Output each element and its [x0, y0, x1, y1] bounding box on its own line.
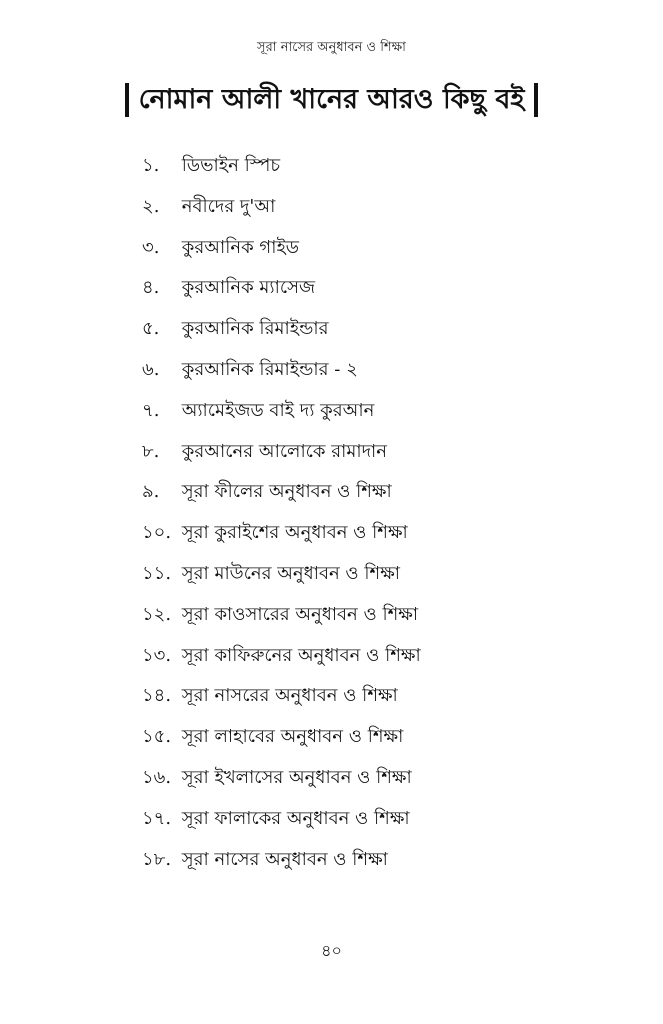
list-item-title: সূরা মাউনের অনুধাবন ও শিক্ষা: [181, 562, 400, 584]
list-item-title: সূরা নাসরের অনুধাবন ও শিক্ষা: [181, 685, 398, 707]
running-header: সূরা নাসের অনুধাবন ও শিক্ষা: [257, 40, 406, 55]
list-item-number: ১৩.: [142, 644, 172, 666]
list-item-number: ১০.: [142, 522, 172, 544]
list-item-title: কুরআনের আলোকে রামাদান: [181, 440, 387, 462]
list-item-title: অ্যামেইজড বাই দ্য কুরআন: [181, 399, 375, 421]
page-number: ৪০: [321, 941, 342, 960]
list-item-number: ৮.: [142, 440, 160, 462]
list-item-title: কুরআনিক গাইড: [181, 236, 300, 258]
page-title: [0, 80, 663, 120]
list-item-number: ১৮.: [142, 848, 172, 870]
list-item: [142, 391, 622, 432]
list-item: [142, 595, 622, 636]
list-item-title: সূরা কাফিরুনের অনুধাবন ও শিক্ষা: [181, 644, 421, 666]
list-item-title: সূরা নাসের অনুধাবন ও শিক্ষা: [181, 848, 388, 870]
list-item: [142, 554, 622, 595]
list-item-number: ১.: [142, 155, 160, 176]
list-item-number: ৬.: [142, 358, 160, 380]
list-item-title: সূরা কাওসারের অনুধাবন ও শিক্ষা: [181, 603, 419, 625]
list-item: [142, 513, 622, 554]
list-item-title: সূরা কুরাইশের অনুধাবন ও শিক্ষা: [181, 522, 408, 544]
list-item-number: ১৫.: [142, 726, 172, 748]
page-title-text: নোমান আলী খানের আরও কিছু বই: [138, 84, 525, 115]
list-item: [142, 146, 622, 187]
list-item-title: কুরআনিক রিমাইন্ডার - ২: [181, 358, 358, 380]
list-item-number: ৯.: [142, 481, 160, 503]
list-item-number: ৪.: [142, 277, 160, 299]
list-item: [142, 799, 622, 840]
list-item-title: নবীদের দু'আ: [181, 195, 276, 217]
list-item: [142, 432, 622, 473]
title-right-bar: [534, 83, 538, 117]
list-item: [142, 268, 622, 309]
list-item-title: সূরা লাহাবের অনুধাবন ও শিক্ষা: [181, 726, 404, 748]
list-item: [142, 758, 622, 799]
list-item-number: ৭.: [142, 399, 160, 421]
list-item-number: ১৭.: [142, 807, 172, 829]
list-item: [142, 717, 622, 758]
list-item-number: ১২.: [142, 603, 172, 625]
list-item-number: ১১.: [142, 562, 172, 584]
list-item: [142, 350, 622, 391]
book-list: [142, 146, 622, 880]
list-item: [142, 636, 622, 677]
list-item: [142, 187, 622, 228]
list-item-number: ১৪.: [142, 685, 172, 707]
list-item-title: সূরা ফালাকের অনুধাবন ও শিক্ষা: [181, 807, 410, 829]
list-item-number: ৫.: [142, 318, 160, 340]
list-item-number: ৩.: [142, 236, 160, 258]
list-item-title: কুরআনিক ম্যাসেজ: [181, 277, 316, 299]
list-item: [142, 840, 622, 881]
list-item: [142, 309, 622, 350]
list-item-title: সূরা ইখলাসের অনুধাবন ও শিক্ষা: [181, 766, 412, 788]
list-item-title: ডিভাইন স্পিচ: [181, 155, 281, 176]
list-item-title: কুরআনিক রিমাইন্ডার: [181, 318, 329, 340]
list-item: [142, 472, 622, 513]
list-item-number: ১৬.: [142, 766, 172, 788]
list-item: [142, 228, 622, 269]
list-item-title: সূরা ফীলের অনুধাবন ও শিক্ষা: [181, 481, 392, 503]
list-item: [142, 676, 622, 717]
list-item-number: ২.: [142, 195, 160, 217]
